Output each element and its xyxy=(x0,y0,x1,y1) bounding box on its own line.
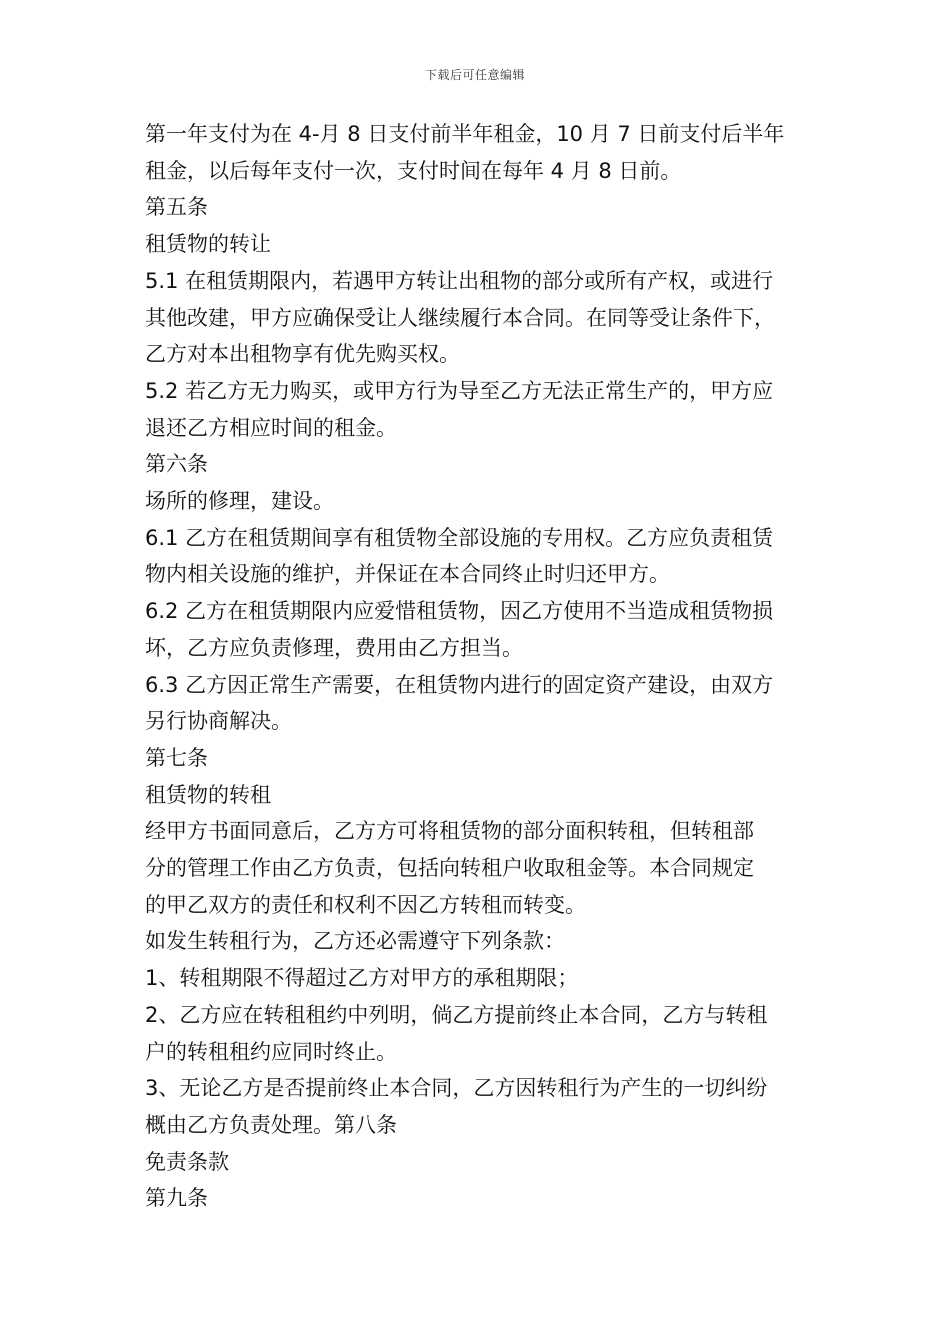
section-heading-5: 第五条 xyxy=(145,195,208,220)
text-line: 分的管理工作由乙方负责，包括向转租户收取租金等。本合同规定 xyxy=(145,856,754,881)
clause-5-1: 5.1 在租赁期限内，若遇甲方转让出租物的部分或所有产权，或进行 xyxy=(145,268,774,293)
text-line: 另行协商解决。 xyxy=(145,709,292,734)
text-line: 的甲乙双方的责任和权利不因乙方转租而转变。 xyxy=(145,892,586,917)
text-line: 概由乙方负责处理。第八条 xyxy=(145,1112,397,1137)
page-header-note: 下载后可任意编辑 xyxy=(424,68,525,82)
section-title: 免责条款 xyxy=(145,1149,229,1174)
section-heading-6: 第六条 xyxy=(145,452,208,477)
text-line: 如发生转租行为，乙方还必需遵守下列条款： xyxy=(145,929,565,954)
list-item-1: 1、转租期限不得超过乙方对甲方的承租期限； xyxy=(145,966,579,991)
text-line: 退还乙方相应时间的租金。 xyxy=(145,415,397,440)
list-item-2: 2、乙方应在转租租约中列明，倘乙方提前终止本合同，乙方与转租 xyxy=(145,1002,768,1027)
text-line: 租金，以后每年支付一次，支付时间在每年 4 月 8 日前。 xyxy=(145,158,682,183)
section-heading-7: 第七条 xyxy=(145,745,208,770)
text-line: 经甲方书面同意后，乙方方可将租赁物的部分面积转租，但转租部 xyxy=(145,819,754,844)
list-item-3: 3、无论乙方是否提前终止本合同，乙方因转租行为产生的一切纠纷 xyxy=(145,1076,768,1101)
clause-6-2: 6.2 乙方在租赁期限内应爱惜租赁物，因乙方使用不当造成租赁物损 xyxy=(145,599,774,624)
clause-6-1: 6.1 乙方在租赁期间享有租赁物全部设施的专用权。乙方应负责租赁 xyxy=(145,525,774,550)
section-title: 租赁物的转租 xyxy=(145,782,271,807)
text-line: 第一年支付为在 4-月 8 日支付前半年租金，10 月 7 日前支付后半年 xyxy=(145,122,785,146)
text-line: 户的转租租约应同时终止。 xyxy=(145,1039,397,1064)
clause-6-3: 6.3 乙方因正常生产需要，在租赁物内进行的固定资产建设，由双方 xyxy=(145,672,774,697)
section-title: 租赁物的转让 xyxy=(145,232,271,257)
section-title: 场所的修理，建设。 xyxy=(145,489,334,514)
clause-5-2: 5.2 若乙方无力购买，或甲方行为导至乙方无法正常生产的，甲方应 xyxy=(145,378,774,403)
text-line: 物内相关设施的维护，并保证在本合同终止时归还甲方。 xyxy=(145,562,670,587)
text-line: 坏，乙方应负责修理，费用由乙方担当。 xyxy=(145,635,523,660)
section-heading-9: 第九条 xyxy=(145,1186,208,1211)
text-line: 乙方对本出租物享有优先购买权。 xyxy=(145,342,460,367)
document-body xyxy=(145,116,809,1217)
text-line: 其他改建，甲方应确保受让人继续履行本合同。在同等受让条件下， xyxy=(145,305,775,330)
